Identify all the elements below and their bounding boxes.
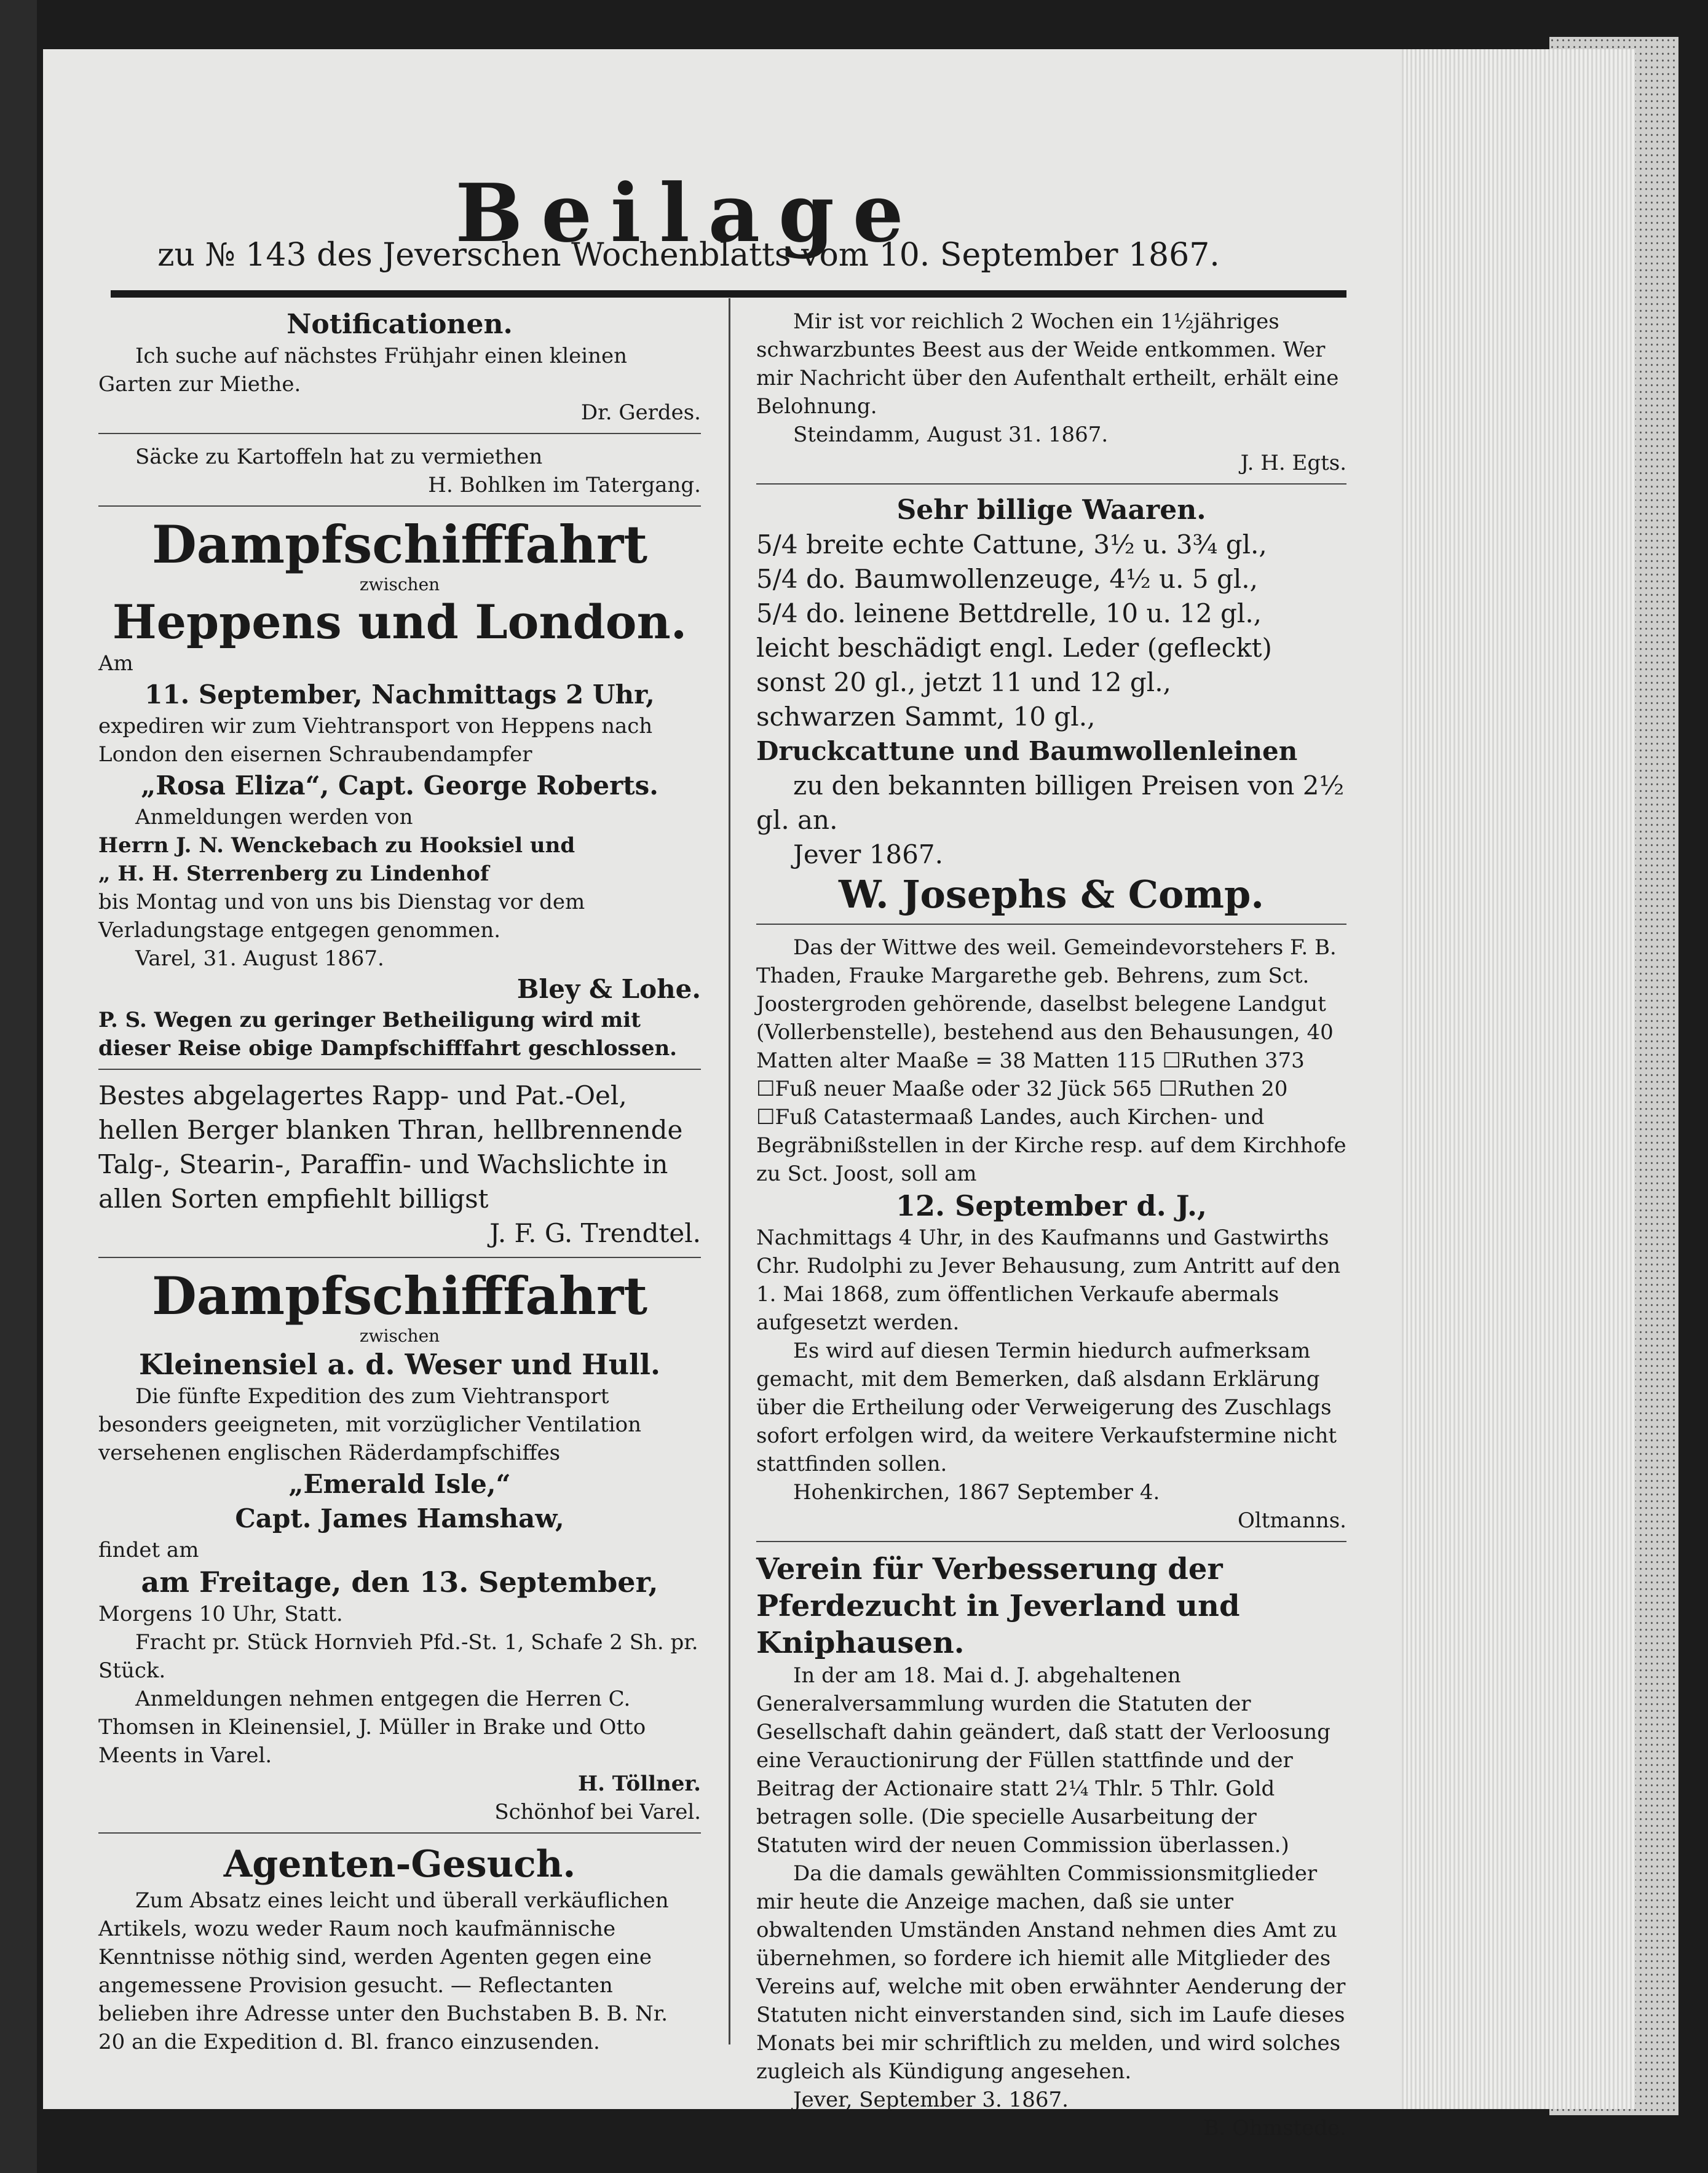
ad-date: am Freitage, den 13. September, [141,1565,658,1599]
ad-line: leicht beschädigt engl. Leder (gefleckt) sonst 20 gl., jetzt 11 und 12 gl., [756,633,1272,697]
ad-route: Kleinensiel a. d. Weser und Hull. [138,1348,661,1381]
ad-heading: Sehr billige Waaren. [896,494,1206,526]
ad-text: Ich suche auf nächstes Frühjahr einen kleinen Garten zur Miethe. [98,344,628,397]
ad-text: Zum Absatz eines leicht und überall verkäuflichen Artikels, wozu weder Raum noch kaufmännische Kenntnisse nöthig sind, werden Agenten gegen eine angemessene Provision gesucht. — Reflectanten belieben ihre Adresse unter den Buchstaben B. B. Nr. 20 an die Expedition d. Bl. franco einzusenden. [98,1888,669,2054]
ad-horse-breeding [756,1551,1346,2148]
ad-agent: „ H. H. Sterrenberg zu Lindenhof [98,861,489,886]
ad-text: Es wird auf diesen Termin hiedurch aufmerksam gemacht, mit dem Bemerken, daß alsdann Erklärung über die Ertheilung oder Verweigerung des Zuschlags sofort erfolgen wird, da weitere Verkaufstermine nicht stattfinden sollen. [756,1339,1337,1476]
ad-land-auction [756,933,1346,1542]
ad-signature: J. F. G. Trendtel. [489,1218,701,1248]
ad-agent: Herrn J. N. Wenckebach zu Hooksiel und [98,833,575,858]
ad-captain: Capt. James Hamshaw, [235,1503,564,1534]
ad-oils [98,1079,701,1258]
ad-text: Da die damals gewählten Commissionsmitglieder mir heute die Anzeige machen, daß sie unter obwaltenden Umständen Anstand nehmen dies Amt zu übernehmen, so fordere ich hiemit alle Mitglieder des Vereins auf, welche mit oben erwähnter Aenderung der Statuten nicht einverstanden sind, sich im Laufe dieses Monats bei mir schriftlich zu melden, und wird solches zugleich als Kündigung angesehen. [756,1861,1346,2084]
column-divider [729,298,730,2044]
ad-title: Dampfschifffahrt [151,514,648,575]
book-binding [0,0,37,2173]
ad-signature: W. Josephs & Comp. [839,872,1264,917]
ad-text: Bestes abgelagertes Rapp- und Pat.-Oel, hellen Berger blanken Thran, hellbrennende Talg-, Stearin-, Paraffin- und Wachslichte in allen Sorten empfiehlt billigst [98,1080,683,1214]
ad-cheap-goods [756,493,1346,925]
ad-text: expediren wir zum Viehtransport von Heppens nach London den eisernen Schraubendampfer [98,714,653,767]
ad-line: Druckcattune und Baumwollenleinen [756,736,1298,766]
ad-text: Säcke zu Kartoffeln hat zu vermiethen [135,445,543,469]
ad-signature: B. Ohmstede. [1203,2116,1346,2140]
ad-text: Anmeldungen nehmen entgegen die Herren C. Thomsen in Kleinensiel, J. Müller in Brake und Otto Meents in Varel. [98,1687,646,1768]
ad-place: Jever, September 3. 1867. [793,2088,1069,2112]
left-column [98,307,701,2071]
ad-am: Am [98,651,133,676]
ad-ship: „Rosa Eliza“, Capt. George Roberts. [141,770,658,801]
ad-postscript: P. S. Wegen zu geringer Betheiligung wird mit dieser Reise obige Dampfschifffahrt geschlossen. [98,1008,678,1061]
ad-steamship-hull [98,1267,701,1834]
ad-route: Heppens und London. [112,595,687,649]
ad-ship: „Emerald Isle,“ [288,1469,511,1499]
ad-sacks [98,443,701,507]
ad-line: schwarzen Sammt, 10 gl., [756,702,1096,732]
ad-place: Hohenkirchen, 1867 September 4. [793,1480,1160,1505]
page-stack-edge [1402,49,1635,2109]
ad-notifications [98,307,701,434]
ad-line: 5/4 do. Baumwollenzeuge, 4½ u. 5 gl., [756,564,1258,594]
ad-line: zu den bekannten billigen Preisen von 2½ gl. an. [756,770,1345,835]
ad-place: Jever 1867. [793,839,943,869]
ad-between: zwischen [359,1326,440,1346]
ad-line: 5/4 breite echte Cattune, 3½ u. 3¾ gl., [756,529,1267,560]
ad-freight: Fracht pr. Stück Hornvieh Pfd.-St. 1, Schafe 2 Sh. pr. Stück. [98,1630,698,1683]
ad-date: 11. September, Nachmittags 2 Uhr, [144,679,655,710]
ad-signature: H. Töllner. [577,1771,701,1796]
ad-lost-cattle [756,307,1346,485]
ad-text: Anmeldungen werden von [135,805,413,829]
ad-finds: findet am [98,1538,199,1562]
ad-place: Varel, 31. August 1867. [135,946,384,971]
ad-text: In der am 18. Mai d. J. abgehaltenen Generalversammlung wurden die Statuten der Gesellschaft dahin geändert, daß statt der Verloosung eine Verauctionirung der Füllen stattfinde und der Beitrag der Actionaire statt 2¼ Thlr. 5 Thlr. Gold betragen solle. (Die specielle Ausarbeitung der Statuten wird der neuen Commission überlassen.) [756,1663,1330,1858]
ad-line: 5/4 do. leinene Bettdrelle, 10 u. 12 gl., [756,598,1262,628]
ad-signature: Bley & Lohe. [516,974,701,1004]
ad-signature: H. Bohlken im Tatergang. [428,473,701,497]
ad-agents-wanted [98,1842,701,2062]
ad-title: Dampfschifffahrt [151,1265,648,1326]
ad-signature: Dr. Gerdes. [580,400,701,425]
ad-time: Morgens 10 Uhr, Statt. [98,1602,343,1626]
masthead-rule [111,290,1346,298]
ad-title: Verein für Verbesserung der Pferdezucht in Jeverland und Kniphausen. [756,1552,1240,1660]
ad-heading: Notificationen. [287,309,513,340]
ad-text: Die fünfte Expedition des zum Viehtransport besonders geeigneten, mit vorzüglicher Ventilation versehenen englischen Räderdampfschiffes [98,1384,642,1465]
masthead-title: Beilage [455,166,922,260]
ad-text: Das der Wittwe des weil. Gemeindevorstehers F. B. Thaden, Frauke Margarethe geb. Behrens, zum Sct. Joostergroden gehörende, daselbst belegene Landgut (Vollerbenstelle), bestehend aus den Behausungen, 40 Matten alter Maaße = 38 Matten 115 ☐Ruthen 373 ☐Fuß neuer Maaße oder 32 Jück 565 ☐Ruthen 20 ☐Fuß Catastermaaß Landes, auch Kirchen- und Begräbnißstellen in der Kirche resp. auf dem Kirchhofe zu Sct. Joost, soll am [756,935,1346,1186]
ad-place: Schönhof bei Varel. [494,1800,701,1824]
ad-text: bis Montag und von uns bis Dienstag vor dem Verladungstage entgegen genommen. [98,890,585,943]
right-column [756,307,1346,2157]
ad-text: Mir ist vor reichlich 2 Wochen ein 1½jähriges schwarzbuntes Beest aus der Weide entkommen. Wer mir Nachricht über den Aufenthalt ertheilt, erhält eine Belohnung. [756,309,1339,419]
ad-signature: J. H. Egts. [1240,451,1346,475]
ad-title: Agenten-Gesuch. [223,1843,576,1886]
ad-place: Steindamm, August 31. 1867. [793,422,1109,447]
ad-text: Nachmittags 4 Uhr, in des Kaufmanns und Gastwirths Chr. Rudolphi zu Jever Behausung, zum Antritt auf den 1. Mai 1868, zum öffentlichen Verkaufe abermals aufgesetzt werden. [756,1225,1341,1335]
ad-date: 12. September d. J., [896,1189,1207,1222]
ad-between: zwischen [359,574,440,595]
masthead-subtitle: zu № 143 des Jeverschen Wochenblatts vom 10. September 1867. [157,237,1220,274]
ad-steamship-london [98,515,701,1070]
ad-signature: Oltmanns. [1238,1508,1346,1533]
